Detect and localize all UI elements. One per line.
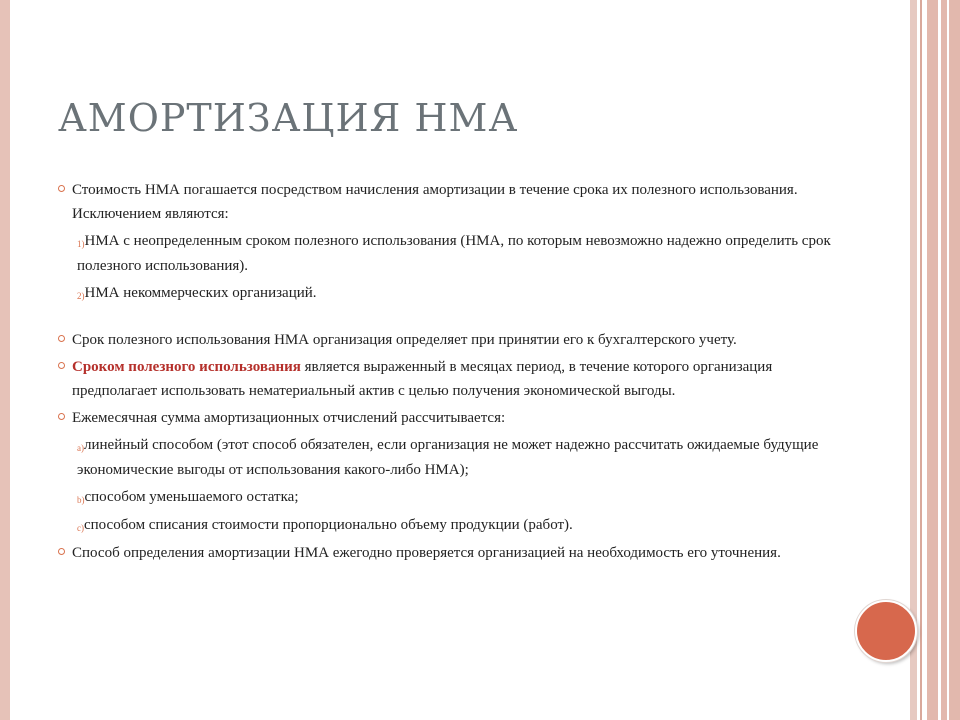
right-stripes-decoration bbox=[910, 0, 960, 720]
slide-title: АМОРТИЗАЦИЯ НМА bbox=[58, 96, 519, 140]
left-border-decoration bbox=[0, 0, 10, 720]
stripe bbox=[949, 0, 960, 720]
navigation-circle-button[interactable] bbox=[855, 600, 917, 662]
sub-item-marker: 2) bbox=[77, 291, 85, 301]
bullet-circle-icon bbox=[58, 548, 65, 555]
bullet-text: Срок полезного использования НМА организация определяет при принятии его к бухгалтерского учету. bbox=[72, 332, 737, 348]
bullet-circle-icon bbox=[58, 413, 65, 420]
bullet-item-5 bbox=[58, 541, 848, 565]
sub-item-text: линейный способом (этот способ обязателен, если организация не может надежно рассчитать ожидаемые будущие экономические выгоды от использования какого-либо НМА); bbox=[77, 437, 819, 478]
sub-item-text: НМА некоммерческих организаций. bbox=[84, 285, 317, 301]
bullet-circle-icon bbox=[58, 362, 65, 369]
sub-item-marker: a) bbox=[77, 443, 84, 453]
sub-item-text: способом списания стоимости пропорционально объему продукции (работ). bbox=[84, 517, 573, 533]
bullet-circle-icon bbox=[58, 185, 65, 192]
slide-content bbox=[58, 178, 848, 565]
bullet-text: Стоимость НМА погашается посредством начисления амортизации в течение срока их полезного использования. Исключением являются: bbox=[72, 182, 798, 222]
sub-item-text: способом уменьшаемого остатка; bbox=[84, 489, 299, 505]
sub-item-a bbox=[58, 433, 848, 482]
bullet-item-2 bbox=[58, 328, 848, 352]
sub-item-c bbox=[58, 513, 848, 538]
bullet-item-3 bbox=[58, 355, 848, 403]
sub-item-1 bbox=[58, 229, 848, 278]
sub-item-marker: 1) bbox=[77, 239, 85, 249]
bullet-text: Ежемесячная сумма амортизационных отчислений рассчитывается: bbox=[72, 410, 506, 426]
sub-item-text: НМА с неопределенным сроком полезного использования (НМА, по которым невозможно надежно определить срок полезного использования). bbox=[77, 233, 831, 274]
bullet-item-1 bbox=[58, 178, 848, 226]
bullet-text: является выраженный в месяцах период, в течение которого организация предполагает использовать нематериальный актив с целью получения экономической выгоды. bbox=[72, 359, 773, 399]
stripe bbox=[927, 0, 938, 720]
sub-item-b bbox=[58, 485, 848, 510]
highlighted-term: Сроком полезного использования bbox=[72, 359, 301, 375]
sub-item-2 bbox=[58, 281, 848, 306]
spacer bbox=[58, 306, 848, 325]
bullet-text: Способ определения амортизации НМА ежегодно проверяется организацией на необходимость его уточнения. bbox=[72, 545, 781, 561]
bullet-item-4 bbox=[58, 406, 848, 430]
bullet-circle-icon bbox=[58, 335, 65, 342]
sub-item-marker: c) bbox=[77, 523, 84, 533]
sub-item-marker: b) bbox=[77, 495, 85, 505]
